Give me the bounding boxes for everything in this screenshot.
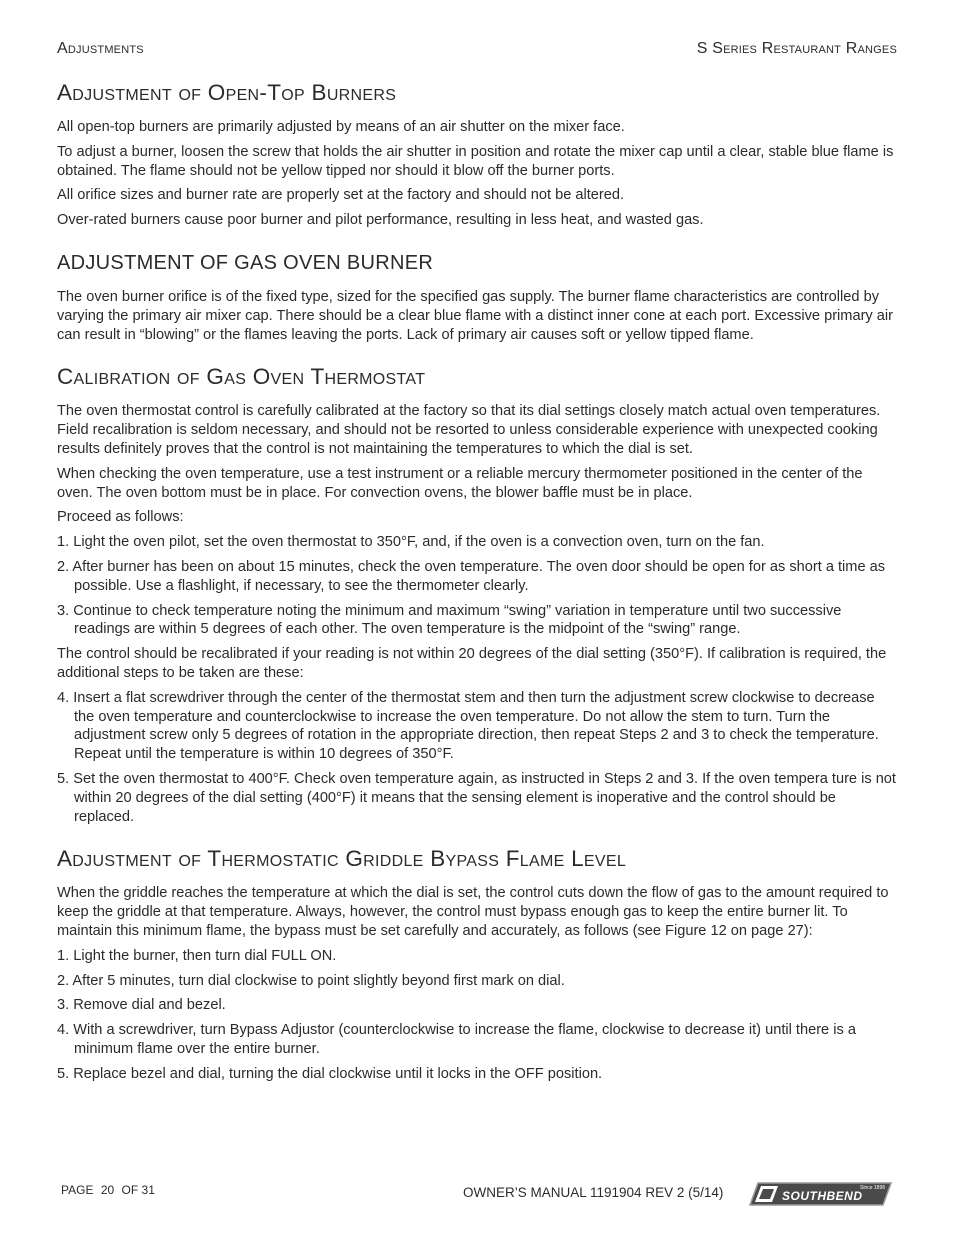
list-item: 3. Remove dial and bezel. [57,997,226,1014]
list-item: 2. After burner has been on about 15 minutes, check the oven temperature. The oven door should be open for as short a time as possible. Use a flashlight, if necessary, to see the thermometer clearly. [57,558,886,594]
southbend-logo-icon [746,1180,892,1206]
list-item: 5. Set the oven thermostat to 400°F. Check oven temperature again, as instructed in Steps 2 and 3. If the oven tempera ture is not within 20 degrees of the dial setting (400°F) it means that the sensing element is inoperative and the control should be replaced. [57,770,896,825]
page-total: OF 31 [121,1183,155,1197]
svg-text:SOUTHBEND: SOUTHBEND [782,1189,863,1203]
paragraph: To adjust a burner, loosen the screw that holds the air shutter in position and rotate the mixer cap until a clear, stable blue flame is obtained. The flame should not be yellow tipped nor should it blow off the burner ports. [57,143,894,179]
steps-list [57,689,897,827]
section-title: ADJUSTMENT OF GAS OVEN BURNER [57,251,434,274]
page-number [61,1183,159,1197]
page-content [57,78,897,1101]
section-title: Calibration of Gas Oven Thermostat [57,364,426,390]
manual-reference: OWNER’S MANUAL 1191904 REV 2 (5/14) [463,1185,724,1200]
paragraph: The control should be recalibrated if your reading is not within 20 degrees of the dial setting (350°F). If calibration is required, the additional steps to be taken are these: [57,646,887,681]
running-header-right: S Series Restaurant Ranges [696,40,897,57]
section-open-top-burners [57,78,897,230]
list-item: 1. Light the burner, then turn dial FULL ON. [57,947,337,964]
steps-list [57,947,897,1084]
list-item: 4. With a screwdriver, turn Bypass Adjustor (counterclockwise to increase the flame, clockwise to decrease it) until there is a minimum flame over the entire burner. [57,1022,856,1057]
paragraph: The oven thermostat control is carefully calibrated at the factory so that its dial settings closely match actual oven temperatures. Field recalibration is seldom necessary, and should not be resorted to unless considerable experience with unexpected cooking results definitely proves that the control is not maintaining the temperatures to which the dial is set. [57,403,881,457]
list-item: 2. After 5 minutes, turn dial clockwise to point slightly beyond first mark on dial. [57,972,565,989]
paragraph: All orifice sizes and burner rate are properly set at the factory and should not be altered. [57,187,625,204]
paragraph: When the griddle reaches the temperature at which the dial is set, the control cuts down the flow of gas to the amount required to keep the griddle at that temperature. Always, however, the control must bypass enough gas to keep the entire burner lit. To maintain this minimum flame, the bypass must be set carefully and accurately, as follows (see Figure 12 on page 27): [57,885,889,939]
section-title: Adjustment of Open-Top Burners [57,80,397,105]
section-oven-thermostat-calibration [57,362,897,826]
section-griddle-bypass-flame [57,844,897,1083]
section-title: Adjustment of Thermostatic Griddle Bypass Flame Level [57,846,627,872]
list-item: 4. Insert a flat screwdriver through the center of the thermostat stem and then turn the adjustment screw clockwise to decrease the oven temperature and counterclockwise to increase the oven temperature. Do not allow the stem to turn. Turn the adjustment screw only 5 degrees of rotation in the appropriate direction, then repeat Steps 2 and 3 to check the temperature. Repeat until the temperature is within 10 degrees of 350°F. [57,689,879,763]
paragraph: The oven burner orifice is of the fixed type, sized for the specified gas supply. The burner flame characteristics are controlled by varying the primary air mixer cap. There should be a clear blue flame with a distinct inner cone at each port. Excessive primary air can result in “blowing” or the flames leaving the ports. Lack of primary air causes soft or yellow tipped flame. [57,288,893,343]
paragraph: When checking the oven temperature, use a test instrument or a reliable mercury thermometer positioned in the center of the oven. The oven bottom must be in place. For convection ovens, the blower baffle must be in place. [57,465,863,501]
page-label: PAGE [61,1183,94,1197]
svg-text:Since 1898: Since 1898 [860,1185,886,1191]
page-current: 20 [100,1183,115,1197]
running-header-left: Adjustments [57,40,144,57]
list-item: 5. Replace bezel and dial, turning the dial clockwise until it locks in the OFF position. [57,1065,603,1082]
list-item: 3. Continue to check temperature noting the minimum and maximum “swing” variation in temperature until two successive readings are within 5 degrees of each other. The oven temperature is the midpoint of the “swing” range. [57,602,842,638]
paragraph: Over-rated burners cause poor burner and pilot performance, resulting in less heat, and wasted gas. [57,212,704,229]
paragraph: Proceed as follows: [57,509,184,526]
paragraph: All open-top burners are primarily adjusted by means of an air shutter on the mixer face. [57,119,625,135]
list-item: 1. Light the oven pilot, set the oven thermostat to 350°F, and, if the oven is a convection oven, turn on the fan. [57,534,765,551]
steps-list [57,533,897,639]
section-gas-oven-burner [57,248,897,344]
